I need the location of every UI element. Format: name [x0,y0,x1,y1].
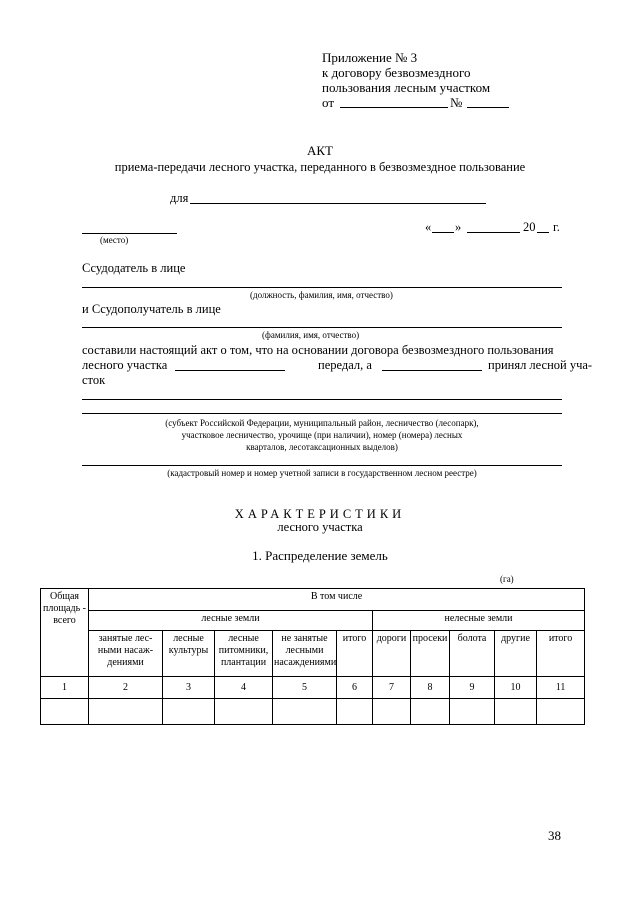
date-year-prefix: 20 [523,220,536,234]
appendix-line-2: к договору безвозмездного [322,65,471,80]
data-cell[interactable] [537,699,585,725]
column-header: занятые лес-ными насаж-дениями [89,631,163,677]
column-header: итого [337,631,373,677]
appendix-line-3: пользования лесным участком [322,80,491,95]
date-month-blank[interactable] [467,232,520,233]
column-number: 4 [215,677,273,699]
act-title: АКТ [307,143,333,158]
data-cell[interactable] [89,699,163,725]
column-number: 9 [450,677,495,699]
body-line-2b: передал, а [318,358,372,372]
for-label: для [170,191,189,205]
location-blank-2[interactable] [82,413,562,414]
borrower-label: и Ссудополучатель в лице [82,302,221,316]
appendix-from-label: от [322,95,335,110]
column-header: болота [450,631,495,677]
nonforest-lands-header: нелесные земли [373,611,585,631]
lender-blank[interactable] [82,287,562,288]
data-cell[interactable] [215,699,273,725]
body-line-2a: лесного участка [82,358,168,372]
appendix-date-line [322,95,490,110]
including-header: В том числе [89,589,585,611]
borrower-name-blank[interactable] [382,370,482,371]
borrower-blank[interactable] [82,327,562,328]
column-header: лесные культуры [163,631,215,677]
page-number: 38 [548,828,561,843]
place-hint: (место) [100,235,129,245]
column-header: лесные питомники, плантации [215,631,273,677]
unit-label: (га) [500,574,514,584]
column-number: 1 [41,677,89,699]
data-cell[interactable] [273,699,337,725]
lender-hint: (должность, фамилия, имя, отчество) [250,290,393,300]
subject-hint-line-2: участковое лесничество, урочище (при наличии), номер (номера) лесных [181,430,463,440]
appendix-number-sign: № [450,95,463,110]
place-blank[interactable] [82,233,177,234]
purpose-blank[interactable] [190,203,486,204]
date-close-quote: » [455,220,462,234]
column-header: другие [495,631,537,677]
cadastral-hint: (кадастровый номер и номер учетной записи в государственном лесном реестре) [167,468,477,478]
subject-hint [82,417,562,453]
appendix-block [322,50,490,110]
characteristics-title: ХАРАКТЕРИСТИКИ [234,507,406,521]
data-cell[interactable] [163,699,215,725]
appendix-number-blank[interactable] [467,107,509,108]
column-number: 7 [373,677,411,699]
data-cell[interactable] [450,699,495,725]
location-blank-1[interactable] [82,399,562,400]
column-header: не занятые лесными насаждениями [273,631,337,677]
data-cell[interactable] [495,699,537,725]
date-year-blank[interactable] [537,232,549,233]
subject-hint-line-1: (субъект Российской Федерации, муниципальный район, лесничество (лесопарк), [165,418,479,428]
column-header: просеки [411,631,450,677]
characteristics-subtitle: лесного участка [277,520,363,534]
land-distribution-table [40,588,585,725]
column-number: 11 [537,677,585,699]
data-cell[interactable] [337,699,373,725]
section-title: 1. Распределение земель [252,548,388,563]
lender-name-blank[interactable] [175,370,285,371]
date-year-suffix: г. [553,220,560,234]
act-subtitle: приема-передачи лесного участка, переданного в безвозмездное пользование [114,160,526,174]
subject-hint-line-3: кварталов, лесотаксационных выделов) [246,442,398,452]
column-header: дороги [373,631,411,677]
data-cell[interactable] [411,699,450,725]
data-cell[interactable] [373,699,411,725]
cadastral-blank[interactable] [82,465,562,466]
borrower-hint: (фамилия, имя, отчество) [262,330,360,340]
data-cell[interactable] [41,699,89,725]
column-number: 6 [337,677,373,699]
date-open-quote: « [425,220,432,234]
forest-lands-header: лесные земли [89,611,373,631]
body-line-2c: принял лесной уча- [488,358,593,372]
body-line-1: составили настоящий акт о том, что на основании договора безвозмездного пользования [82,343,554,357]
column-number: 8 [411,677,450,699]
column-header: итого [537,631,585,677]
column-number: 3 [163,677,215,699]
body-line-3: сток [82,373,106,387]
column-number: 5 [273,677,337,699]
date-day-blank[interactable] [432,232,454,233]
column-number: 10 [495,677,537,699]
total-area-header: Общая площадь - всего [41,589,89,677]
appendix-date-blank[interactable] [340,107,448,108]
lender-label: Ссудодатель в лице [82,261,186,275]
column-number: 2 [89,677,163,699]
appendix-title: Приложение № 3 [322,50,418,65]
